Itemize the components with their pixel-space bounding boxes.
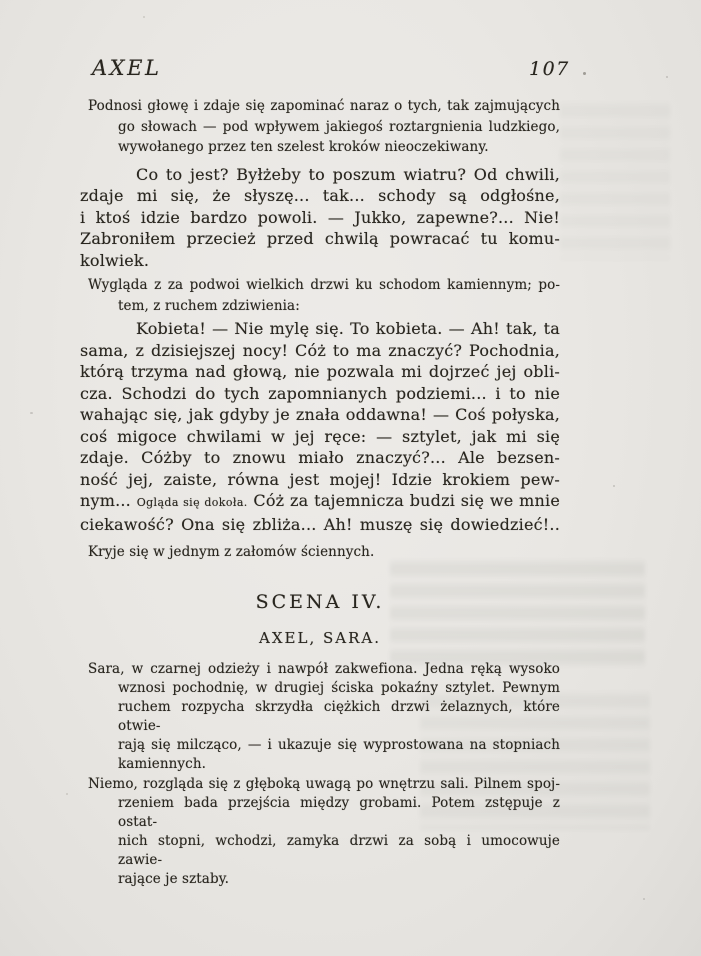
ink-bleedthrough: [420, 690, 650, 830]
stage-direction-wyglada: [88, 275, 560, 316]
ink-bleedthrough: [560, 100, 670, 260]
heading-text: SCENA IV.: [255, 590, 385, 613]
text-line: go słowach — pod wpływem jakiegoś roztargnienia ludzkiego,: [118, 118, 560, 135]
text-line: kamiennych.: [118, 755, 206, 772]
text-line: ność jej, zaiste, równa jest mojej! Idzie krokiem pew-: [80, 469, 560, 489]
inline-stage-direction: Ogląda się dokoła.: [136, 496, 248, 509]
text-line: ruchem rozpycha skrzydła ciężkich drzwi żelaznych, które otwie-: [118, 698, 560, 734]
dialogue-text: Cóż za tajemnicza budzi się we mnie: [247, 491, 560, 510]
dialogue-kobieta: [80, 318, 560, 535]
text-line: i ktoś idzie bardzo powoli. — Jukko, zapewne?... Nie!: [80, 207, 560, 227]
text-line: Zabroniłem przecież przed chwilą powracać tu komu-: [80, 229, 560, 248]
text-line: Co to jest? Byłżeby to poszum wiatru? Od chwili,: [136, 164, 560, 184]
text-line: [80, 490, 560, 514]
text-line: Kryje się w jednym z załomów ściennych.: [88, 544, 375, 560]
paper-speck: [521, 440, 523, 443]
text-line: zdaje. Cóżby to znowu miało znaczyć?... Ale bezsen-: [80, 448, 560, 467]
text-line: coś migoce chwilami w jej ręce: — sztylet, jak mi się: [80, 426, 560, 446]
text-line: cza. Schodzi do tych zapomnianych podziemi... i to nie: [80, 383, 560, 403]
dialogue-co-to-jest: [80, 164, 560, 272]
text-line: tem, z ruchem zdziwienia:: [118, 297, 300, 314]
paper-speck: [583, 72, 586, 75]
paper-speck: [66, 793, 68, 795]
text-line: którą trzyma nad głową, nie pozwala mi dojrzeć jej obli-: [80, 362, 560, 381]
text-line: sama, z dzisiejszej nocy! Cóż to ma znaczyć? Pochodnia,: [80, 340, 560, 360]
text-line: rające je sztaby.: [118, 870, 230, 887]
running-header-title: AXEL: [92, 56, 162, 80]
text-line: ciekawość? Ona się zbliża... Ah! muszę się dowiedzieć!..: [80, 514, 560, 534]
ink-bleedthrough: [390, 558, 645, 668]
text-line: wywołanego przez ten szelest kroków nieoczekiwany.: [118, 139, 489, 155]
stage-direction-podnosi: [88, 96, 560, 158]
heading-text: AXEL, SARA.: [259, 628, 381, 647]
text-line: Wygląda z za podwoi wielkich drzwi ku schodom kamiennym; po-: [88, 277, 560, 293]
dialogue-text: nym...: [80, 491, 137, 510]
paper-speck: [30, 412, 33, 414]
text-line: Podnosi głowę i zdaje się zapominać naraz o tych, tak zajmujących: [88, 98, 560, 114]
text-line: Niemo, rozgląda się z głęboką uwagą po wnętrzu sali. Pilnem spoj-: [88, 775, 560, 792]
paper-speck: [613, 485, 615, 487]
text-line: nich stopni, wchodzi, zamyka drzwi za sobą i umocowuje zawie-: [118, 832, 560, 868]
paper-speck: [666, 76, 668, 78]
text-line: rzeniem bada przejścia między grobami. Potem zstępuje z ostat-: [118, 794, 560, 830]
text-line: zdaje mi się, że słyszę... tak... schody są odgłośne,: [80, 186, 560, 205]
paper-speck: [643, 898, 645, 900]
text-line: wahając się, jak gdyby je znała oddawna! — Coś połyska,: [80, 405, 560, 424]
text-line: rają się milcząco, — i ukazuje się wyprostowana na stopniach: [118, 736, 560, 753]
page-number: 107: [529, 58, 570, 80]
text-line: Kobieta! — Nie mylę się. To kobieta. — Ah! tak, ta: [136, 319, 560, 338]
text-line: wznosi pochodnię, w drugiej ściska pokaźny sztylet. Pewnym: [118, 679, 560, 696]
paper-speck: [143, 16, 145, 18]
text-line: Sara, w czarnej odzieży i nawpół zakwefiona. Jedna ręką wysoko: [88, 660, 560, 677]
text-line: kolwiek.: [80, 250, 150, 270]
